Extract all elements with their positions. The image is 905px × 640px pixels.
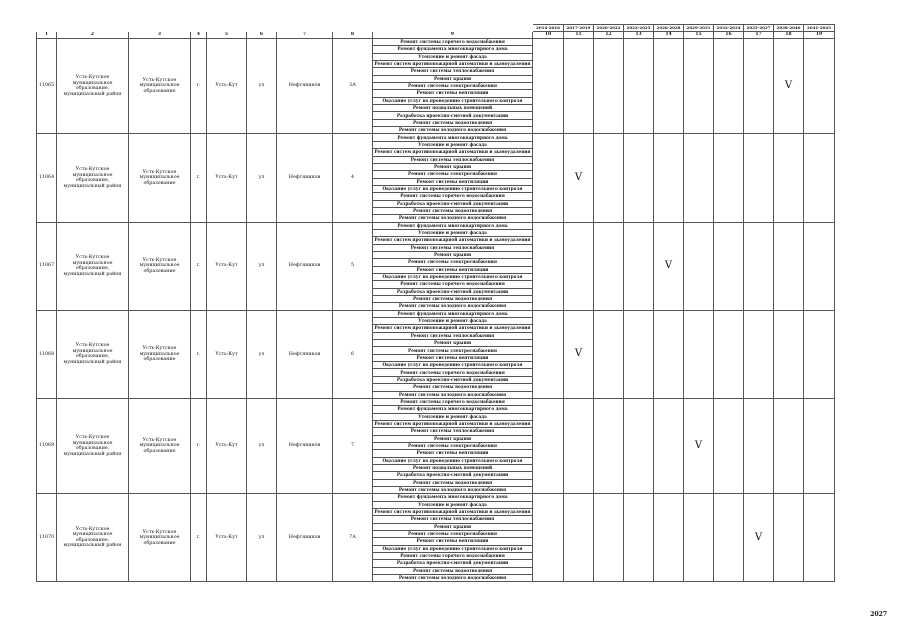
work-type-cell: Оказание услуг по проведению строительного контроля bbox=[373, 274, 533, 281]
period-empty-cell bbox=[533, 222, 564, 310]
house-number-cell: 7А bbox=[333, 494, 373, 582]
period-empty-cell bbox=[804, 39, 835, 134]
page-number: 2027 bbox=[870, 611, 887, 618]
period-empty-cell bbox=[804, 310, 835, 398]
period-empty-cell bbox=[594, 222, 624, 310]
work-type-cell: Утепление и ремонт фасада bbox=[373, 141, 533, 148]
period-empty-cell bbox=[533, 310, 564, 398]
settlement-cell: Усть-Кутское муниципальное образование bbox=[129, 310, 191, 398]
work-type-cell: Разработка проектно-сметной документации bbox=[373, 112, 533, 119]
period-empty-cell bbox=[804, 398, 835, 493]
house-number-cell: 4 bbox=[333, 134, 373, 222]
record-id-cell: 11067 bbox=[37, 222, 57, 310]
column-number-cell: 15 bbox=[684, 32, 714, 39]
street-type-cell: ул bbox=[247, 398, 277, 493]
period-empty-cell bbox=[624, 39, 654, 134]
street-cell: Нефтяников bbox=[277, 310, 333, 398]
period-empty-cell bbox=[654, 310, 684, 398]
work-type-cell: Ремонт системы вентиляции bbox=[373, 354, 533, 361]
locality-type-cell: г. bbox=[191, 222, 207, 310]
period-empty-cell bbox=[594, 310, 624, 398]
city-cell: Усть-Кут bbox=[207, 134, 247, 222]
period-empty-cell bbox=[564, 494, 594, 582]
city-cell: Усть-Кут bbox=[207, 39, 247, 134]
column-number-cell: 5 bbox=[207, 32, 247, 39]
period-empty-cell bbox=[624, 134, 654, 222]
municipality-cell: Усть-Кутское муниципальное образование, муниципальный район bbox=[57, 494, 129, 582]
municipality-cell: Усть-Кутское муниципальное образование, муниципальный район bbox=[57, 39, 129, 134]
period-header-cell: 2023-2025 bbox=[624, 25, 654, 32]
work-type-cell: Ремонт системы вентиляции bbox=[373, 178, 533, 185]
period-empty-cell bbox=[744, 222, 774, 310]
work-type-cell: Ремонт крыши bbox=[373, 340, 533, 347]
period-empty-cell bbox=[774, 310, 804, 398]
settlement-cell: Усть-Кутское муниципальное образование bbox=[129, 134, 191, 222]
period-header-cell: 2035-2037 bbox=[744, 25, 774, 32]
street-cell: Нефтяников bbox=[277, 398, 333, 493]
work-type-cell: Ремонт системы водоотведения bbox=[373, 119, 533, 126]
street-cell: Нефтяников bbox=[277, 222, 333, 310]
period-mark-cell: V bbox=[564, 310, 594, 398]
work-type-cell: Ремонт системы холодного водоснабжения bbox=[373, 215, 533, 222]
work-type-cell: Ремонт системы электроснабжения bbox=[373, 347, 533, 354]
municipality-cell: Усть-Кутское муниципальное образование, муниципальный район bbox=[57, 398, 129, 493]
header-blank-cell bbox=[129, 25, 191, 32]
table-row bbox=[37, 310, 835, 317]
header-blank-cell bbox=[373, 25, 533, 32]
work-type-cell: Ремонт системы холодного водоснабжения bbox=[373, 391, 533, 398]
period-empty-cell bbox=[714, 222, 744, 310]
work-type-cell: Ремонт системы горячего водоснабжения bbox=[373, 39, 533, 46]
period-empty-cell bbox=[624, 398, 654, 493]
work-type-cell: Утепление и ремонт фасада bbox=[373, 501, 533, 508]
work-type-cell: Ремонт системы холодного водоснабжения bbox=[373, 303, 533, 310]
work-type-cell: Ремонт систем противопожарной автоматики и дымоудаления bbox=[373, 61, 533, 68]
work-type-cell: Ремонт систем противопожарной автоматики и дымоудаления bbox=[373, 420, 533, 427]
period-empty-cell bbox=[533, 39, 564, 134]
period-header-cell: 2041-2043 bbox=[804, 25, 835, 32]
period-empty-cell bbox=[624, 494, 654, 582]
record-id-cell: 11068 bbox=[37, 310, 57, 398]
work-type-cell: Ремонт подвальных помещений bbox=[373, 464, 533, 471]
period-empty-cell bbox=[804, 494, 835, 582]
table-row bbox=[37, 134, 835, 141]
period-mark-cell: V bbox=[774, 39, 804, 134]
table-row bbox=[37, 494, 835, 501]
column-number-cell: 3 bbox=[129, 32, 191, 39]
work-type-cell: Ремонт системы водоотведения bbox=[373, 567, 533, 574]
work-type-cell: Ремонт систем противопожарной автоматики и дымоудаления bbox=[373, 325, 533, 332]
column-number-cell: 6 bbox=[247, 32, 277, 39]
period-empty-cell bbox=[684, 39, 714, 134]
work-type-cell: Ремонт подвальных помещений bbox=[373, 105, 533, 112]
settlement-cell: Усть-Кутское муниципальное образование bbox=[129, 494, 191, 582]
locality-type-cell: г. bbox=[191, 398, 207, 493]
work-type-cell: Ремонт системы холодного водоснабжения bbox=[373, 127, 533, 134]
header-blank-cell bbox=[277, 25, 333, 32]
work-type-cell: Ремонт системы теплоснабжения bbox=[373, 516, 533, 523]
period-empty-cell bbox=[533, 134, 564, 222]
work-type-cell: Ремонт системы холодного водоснабжения bbox=[373, 575, 533, 582]
work-type-cell: Ремонт системы вентиляции bbox=[373, 90, 533, 97]
work-type-cell: Ремонт системы вентиляции bbox=[373, 538, 533, 545]
period-empty-cell bbox=[533, 398, 564, 493]
work-type-cell: Разработка проектно-сметной документации bbox=[373, 560, 533, 567]
street-cell: Нефтяников bbox=[277, 494, 333, 582]
header-blank-cell bbox=[247, 25, 277, 32]
period-empty-cell bbox=[804, 222, 835, 310]
work-type-cell: Оказание услуг по проведению строительного контроля bbox=[373, 362, 533, 369]
period-empty-cell bbox=[654, 134, 684, 222]
locality-type-cell: г. bbox=[191, 494, 207, 582]
work-type-cell: Разработка проектно-сметной документации bbox=[373, 200, 533, 207]
period-empty-cell bbox=[684, 222, 714, 310]
period-empty-cell bbox=[684, 310, 714, 398]
period-mark-cell: V bbox=[684, 398, 714, 493]
header-blank-cell bbox=[333, 25, 373, 32]
period-empty-cell bbox=[774, 398, 804, 493]
work-type-cell: Ремонт систем противопожарной автоматики и дымоудаления bbox=[373, 509, 533, 516]
city-cell: Усть-Кут bbox=[207, 310, 247, 398]
house-number-cell: 5 bbox=[333, 222, 373, 310]
work-type-cell: Ремонт системы теплоснабжения bbox=[373, 428, 533, 435]
period-empty-cell bbox=[774, 134, 804, 222]
locality-type-cell: г. bbox=[191, 39, 207, 134]
header-blank-cell bbox=[207, 25, 247, 32]
period-empty-cell bbox=[654, 398, 684, 493]
column-number-cell: 7 bbox=[277, 32, 333, 39]
period-mark-cell: V bbox=[744, 494, 774, 582]
period-empty-cell bbox=[684, 134, 714, 222]
column-number-cell: 4 bbox=[191, 32, 207, 39]
work-type-cell: Ремонт системы вентиляции bbox=[373, 450, 533, 457]
work-type-cell: Ремонт систем противопожарной автоматики и дымоудаления bbox=[373, 237, 533, 244]
column-number-cell: 12 bbox=[594, 32, 624, 39]
period-empty-cell bbox=[714, 310, 744, 398]
work-type-cell: Ремонт фундамента многоквартирного дома bbox=[373, 134, 533, 141]
period-empty-cell bbox=[684, 494, 714, 582]
period-empty-cell bbox=[624, 310, 654, 398]
period-mark-cell: V bbox=[564, 134, 594, 222]
work-type-cell: Ремонт системы теплоснабжения bbox=[373, 156, 533, 163]
table-row bbox=[37, 222, 835, 229]
period-empty-cell bbox=[774, 494, 804, 582]
work-type-cell: Ремонт крыши bbox=[373, 75, 533, 82]
settlement-cell: Усть-Кутское муниципальное образование bbox=[129, 39, 191, 134]
work-type-cell: Оказание услуг по проведению строительного контроля bbox=[373, 185, 533, 192]
city-cell: Усть-Кут bbox=[207, 398, 247, 493]
capital-repair-table bbox=[36, 24, 835, 582]
column-number-cell: 16 bbox=[714, 32, 744, 39]
period-empty-cell bbox=[714, 134, 744, 222]
period-header-cell: 2017-2019 bbox=[564, 25, 594, 32]
period-empty-cell bbox=[744, 134, 774, 222]
work-type-cell: Ремонт крыши bbox=[373, 523, 533, 530]
period-empty-cell bbox=[594, 494, 624, 582]
work-type-cell: Утепление и ремонт фасада bbox=[373, 53, 533, 60]
period-empty-cell bbox=[564, 39, 594, 134]
period-empty-cell bbox=[714, 494, 744, 582]
work-type-cell: Ремонт системы теплоснабжения bbox=[373, 68, 533, 75]
municipality-cell: Усть-Кутское муниципальное образование, муниципальный район bbox=[57, 222, 129, 310]
work-type-cell: Ремонт системы вентиляции bbox=[373, 266, 533, 273]
work-type-cell: Ремонт крыши bbox=[373, 163, 533, 170]
work-type-cell: Ремонт системы горячего водоснабжения bbox=[373, 369, 533, 376]
period-empty-cell bbox=[624, 222, 654, 310]
period-header-cell: 2020-2022 bbox=[594, 25, 624, 32]
work-type-cell: Ремонт крыши bbox=[373, 435, 533, 442]
city-cell: Усть-Кут bbox=[207, 222, 247, 310]
column-number-cell: 13 bbox=[624, 32, 654, 39]
work-type-cell: Ремонт системы горячего водоснабжения bbox=[373, 553, 533, 560]
period-empty-cell bbox=[744, 398, 774, 493]
street-type-cell: ул bbox=[247, 39, 277, 134]
period-empty-cell bbox=[594, 39, 624, 134]
column-number-cell: 2 bbox=[57, 32, 129, 39]
work-type-cell: Разработка проектно-сметной документации bbox=[373, 376, 533, 383]
header-blank-cell bbox=[57, 25, 129, 32]
period-empty-cell bbox=[744, 39, 774, 134]
work-type-cell: Разработка проектно-сметной документации bbox=[373, 288, 533, 295]
table-row bbox=[37, 398, 835, 405]
work-type-cell: Ремонт системы горячего водоснабжения bbox=[373, 193, 533, 200]
table-row bbox=[37, 39, 835, 46]
record-id-cell: 11069 bbox=[37, 398, 57, 493]
house-number-cell: 6 bbox=[333, 310, 373, 398]
work-type-cell: Ремонт системы электроснабжения bbox=[373, 83, 533, 90]
work-type-cell: Ремонт системы водоотведения bbox=[373, 384, 533, 391]
column-number-cell: 19 bbox=[804, 32, 835, 39]
municipality-cell: Усть-Кутское муниципальное образование, муниципальный район bbox=[57, 134, 129, 222]
work-type-cell: Ремонт системы холодного водоснабжения bbox=[373, 486, 533, 493]
period-empty-cell bbox=[714, 398, 744, 493]
work-type-cell: Ремонт системы водоотведения bbox=[373, 296, 533, 303]
column-number-cell: 8 bbox=[333, 32, 373, 39]
period-empty-cell bbox=[564, 222, 594, 310]
house-number-cell: 7 bbox=[333, 398, 373, 493]
work-type-cell: Ремонт фундамента многоквартирного дома bbox=[373, 310, 533, 317]
work-type-cell: Разработка проектно-сметной документации bbox=[373, 472, 533, 479]
period-header-cell: 2026-2028 bbox=[654, 25, 684, 32]
record-id-cell: 11070 bbox=[37, 494, 57, 582]
locality-type-cell: г. bbox=[191, 134, 207, 222]
period-empty-cell bbox=[744, 310, 774, 398]
city-cell: Усть-Кут bbox=[207, 494, 247, 582]
work-type-cell: Оказание услуг по проведению строительного контроля bbox=[373, 457, 533, 464]
work-type-cell: Утепление и ремонт фасада bbox=[373, 318, 533, 325]
column-number-cell: 1 bbox=[37, 32, 57, 39]
period-empty-cell bbox=[654, 39, 684, 134]
period-header-cell: 2032-2034 bbox=[714, 25, 744, 32]
header-blank-cell bbox=[191, 25, 207, 32]
column-number-cell: 11 bbox=[564, 32, 594, 39]
work-type-cell: Ремонт фундамента многоквартирного дома bbox=[373, 222, 533, 229]
column-number-cell: 18 bbox=[774, 32, 804, 39]
street-type-cell: ул bbox=[247, 222, 277, 310]
work-type-cell: Утепление и ремонт фасада bbox=[373, 413, 533, 420]
work-type-cell: Ремонт системы электроснабжения bbox=[373, 442, 533, 449]
work-type-cell: Ремонт фундамента многоквартирного дома bbox=[373, 46, 533, 53]
column-number-row bbox=[37, 32, 835, 39]
period-empty-cell bbox=[804, 134, 835, 222]
house-number-cell: 3А bbox=[333, 39, 373, 134]
work-type-cell: Ремонт системы электроснабжения bbox=[373, 531, 533, 538]
work-type-cell: Ремонт фундамента многоквартирного дома bbox=[373, 494, 533, 501]
period-empty-cell bbox=[654, 494, 684, 582]
locality-type-cell: г. bbox=[191, 310, 207, 398]
street-type-cell: ул bbox=[247, 134, 277, 222]
work-type-cell: Ремонт системы электроснабжения bbox=[373, 171, 533, 178]
record-id-cell: 11064 bbox=[37, 134, 57, 222]
work-type-cell: Ремонт крыши bbox=[373, 251, 533, 258]
settlement-cell: Усть-Кутское муниципальное образование bbox=[129, 398, 191, 493]
period-empty-cell bbox=[564, 398, 594, 493]
street-type-cell: ул bbox=[247, 310, 277, 398]
column-number-cell: 14 bbox=[654, 32, 684, 39]
settlement-cell: Усть-Кутское муниципальное образование bbox=[129, 222, 191, 310]
period-header-row bbox=[37, 25, 835, 32]
header-blank-cell bbox=[37, 25, 57, 32]
work-type-cell: Утепление и ремонт фасада bbox=[373, 229, 533, 236]
column-number-cell: 9 bbox=[373, 32, 533, 39]
period-empty-cell bbox=[533, 494, 564, 582]
street-type-cell: ул bbox=[247, 494, 277, 582]
street-cell: Нефтяников bbox=[277, 134, 333, 222]
column-number-cell: 17 bbox=[744, 32, 774, 39]
municipality-cell: Усть-Кутское муниципальное образование, муниципальный район bbox=[57, 310, 129, 398]
work-type-cell: Ремонт системы теплоснабжения bbox=[373, 244, 533, 251]
period-header-cell: 2029-2031 bbox=[684, 25, 714, 32]
period-header-cell: 2038-2040 bbox=[774, 25, 804, 32]
column-number-cell: 10 bbox=[533, 32, 564, 39]
period-empty-cell bbox=[594, 398, 624, 493]
work-type-cell: Ремонт системы горячего водоснабжения bbox=[373, 281, 533, 288]
work-type-cell: Ремонт системы теплоснабжения bbox=[373, 332, 533, 339]
work-type-cell: Ремонт системы водоотведения bbox=[373, 479, 533, 486]
period-empty-cell bbox=[714, 39, 744, 134]
street-cell: Нефтяников bbox=[277, 39, 333, 134]
period-empty-cell bbox=[774, 222, 804, 310]
work-type-cell: Ремонт системы горячего водоснабжения bbox=[373, 398, 533, 405]
work-type-cell: Ремонт системы электроснабжения bbox=[373, 259, 533, 266]
work-type-cell: Оказание услуг по проведению строительного контроля bbox=[373, 97, 533, 104]
period-empty-cell bbox=[594, 134, 624, 222]
period-mark-cell: V bbox=[654, 222, 684, 310]
work-type-cell: Ремонт системы водоотведения bbox=[373, 207, 533, 214]
record-id-cell: 11065 bbox=[37, 39, 57, 134]
period-header-cell: 2014-2016 bbox=[533, 25, 564, 32]
work-type-cell: Оказание услуг по проведению строительного контроля bbox=[373, 545, 533, 552]
work-type-cell: Ремонт фундамента многоквартирного дома bbox=[373, 406, 533, 413]
work-type-cell: Ремонт систем противопожарной автоматики и дымоудаления bbox=[373, 149, 533, 156]
